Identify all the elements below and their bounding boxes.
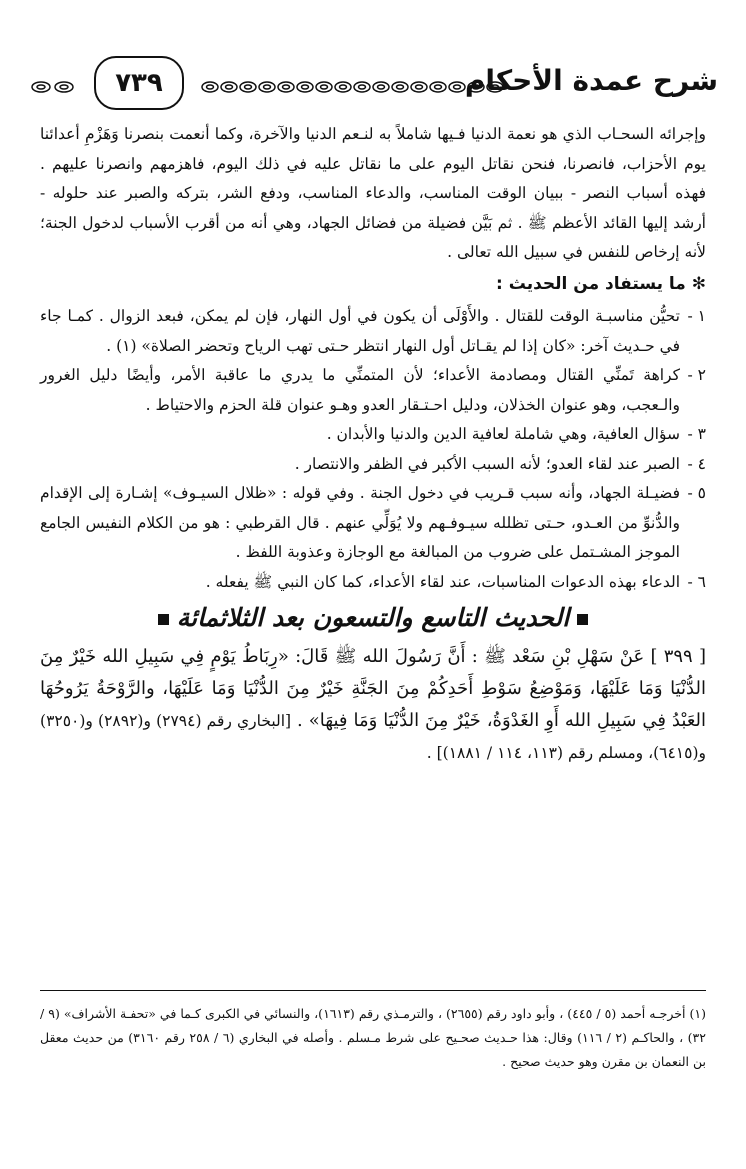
hadith-title xyxy=(40,599,706,637)
benefit-number: ٦ - xyxy=(687,572,706,591)
benefit-text: سؤال العافية، وهي شاملة لعافية الدين والدنيا والأبدان . xyxy=(326,425,680,443)
benefit-number: ٤ - xyxy=(687,454,706,473)
section-heading: ✻ ما يستفاد من الحديث : xyxy=(496,273,706,294)
hadith-title-text: الحديث التاسع والتسعون بعد الثلاثمائة xyxy=(176,603,570,632)
ornament-middle xyxy=(200,80,510,94)
hadith-source: [البخاري رقم (٢٧٩٤) و(٢٨٩٢) و(٣٢٥٠) و(٦٤١٥)، ومسلم رقم (١١٣، ١١٤ / ١٨٨١)] . xyxy=(40,712,706,762)
benefit-item xyxy=(40,420,706,450)
running-title: شرح عمدة الأحكام xyxy=(464,64,718,97)
main-text xyxy=(40,120,706,769)
benefit-text: الصبر عند لقاء العدو؛ لأنه السبب الأكبر في الظفر والانتصار . xyxy=(294,454,680,473)
footnote-divider xyxy=(40,990,706,991)
footnotes xyxy=(40,1002,706,1074)
benefit-text: فضيـلة الجهاد، وأنه سبب قـريب في دخول الجنة . وفي قوله : «ظلال السيـوف» إشـارة إلى الإقدام والدُّنوِّ من العـدو، حـتى تظلله سيـوفـهم ولا يُوَلِّي عنهم . قال القرطبي : هو من الكلام النفيس الجامع الموجز المشـتمل على ضروب من المبالغة مع الوجازة وعذوبة اللفظ . xyxy=(40,484,680,561)
square-bullet-icon xyxy=(158,614,169,625)
benefit-number: ٥ - xyxy=(687,484,706,502)
benefit-item xyxy=(40,479,706,568)
benefit-item xyxy=(40,302,706,361)
benefit-number: ١ - xyxy=(687,307,706,325)
page-number: ٧٣٩ xyxy=(94,56,184,110)
benefit-item xyxy=(40,361,706,420)
benefit-number: ٣ - xyxy=(687,425,706,443)
benefit-item xyxy=(40,450,706,480)
benefit-text: كراهة تَمنِّي القتال ومصادمة الأعداء؛ لأن المتمنِّي ما يدري ما عاقبة الأمر، وأيضًا دليل الغرور والـعجب، وهو عنوان الخذلان، ودليل احـتـقار العدو وهـو عنوان قلة الحزم والاحتياط . xyxy=(40,366,680,414)
benefit-text: تحيُّن مناسبـة الوقت للقتال . والأَوْلَى أن يكون في أول النهار، فإن لم يمكن، فبعد الزوال . كمـا جاء في حـديث آخر: «كان إذا لم يقـاتل أول النهار انتظر حـتى تهب الرياح وتحضر الصلاة» (١) . xyxy=(40,307,680,355)
benefit-number: ٢ - xyxy=(687,366,706,384)
ornament-left xyxy=(30,80,76,94)
paragraph: وإجرائه السحـاب الذي هو نعمة الدنيا فـيها شاملاً به لنـعم الدنيا والآخرة، وكما أنعمت بنصرنا وَهَزْمِ أعدائنا يوم الأحزاب، فانصرنا، فنحن نقاتل اليوم على ما نقاتل عليه في ذلك اليوم، فاهزمهم وانصرنا عليهم . فهذه أسباب النصر - ببيان الوقت المناسب، والدعاء المناسب، ودفع الشر، بتركه والصبر عند حلوله - أرشد إليها القائد الأعظم ﷺ . ثم بَيَّن فضيلة من فضائل الجهاد، وهي أنه من أقرب الأسباب لدخول الجنة؛ لأنه إرخاص للنفس في سبيل الله تعالى . xyxy=(40,125,706,261)
benefit-text: الدعاء بهذه الدعوات المناسبات، عند لقاء الأعداء، كما كان النبي ﷺ يفعله . xyxy=(205,572,680,591)
hadith-text: [ ٣٩٩ ] عَنْ سَهْلِ بْنِ سَعْد ﷺ : أَنَّ رَسُولَ الله ﷺ قَالَ: «رِبَاطُ يَوْمٍ فِي سَبِيلِ الله خَيْرٌ مِنَ الدُّنْيَا وَمَا عَلَيْهَا، وَمَوْضِعُ سَوْطِ أَحَدِكُمْ مِنَ الجَنَّةِ خَيْرٌ مِنَ الدُّنْيَا وَمَا عَلَيْهَا، والرَّوْحَةُ يَرُوحُهَا العَبْدُ فِي سَبِيلِ الله أَوِ الغَدْوَةُ، خَيْرٌ مِنَ الدُّنْيَا وَمَا فِيهَا» . xyxy=(40,646,707,731)
footnote: (١) أخرجـه أحمد (٥ / ٤٤٥) ، وأبو داود رقم (٢٦٥٥) ، والترمـذي رقم (١٦١٣)، والنسائي في الكبرى كـما في «تحفـة الأشراف» (٩ / ٣٢) ، والحاكـم (٢ / ١١٦) وقال: هذا حـديث صحـيح على شرط مـسلم . وأصله في البخاري (٦ / ٢٥٨ رقم ٣١٦٠) من حديث معقل بن النعمان بن مقرن وهو حديث صحيح . xyxy=(40,1006,707,1069)
benefit-item xyxy=(40,568,706,598)
page-header xyxy=(30,62,718,112)
square-bullet-icon xyxy=(577,614,588,625)
hadith-block xyxy=(40,641,706,769)
